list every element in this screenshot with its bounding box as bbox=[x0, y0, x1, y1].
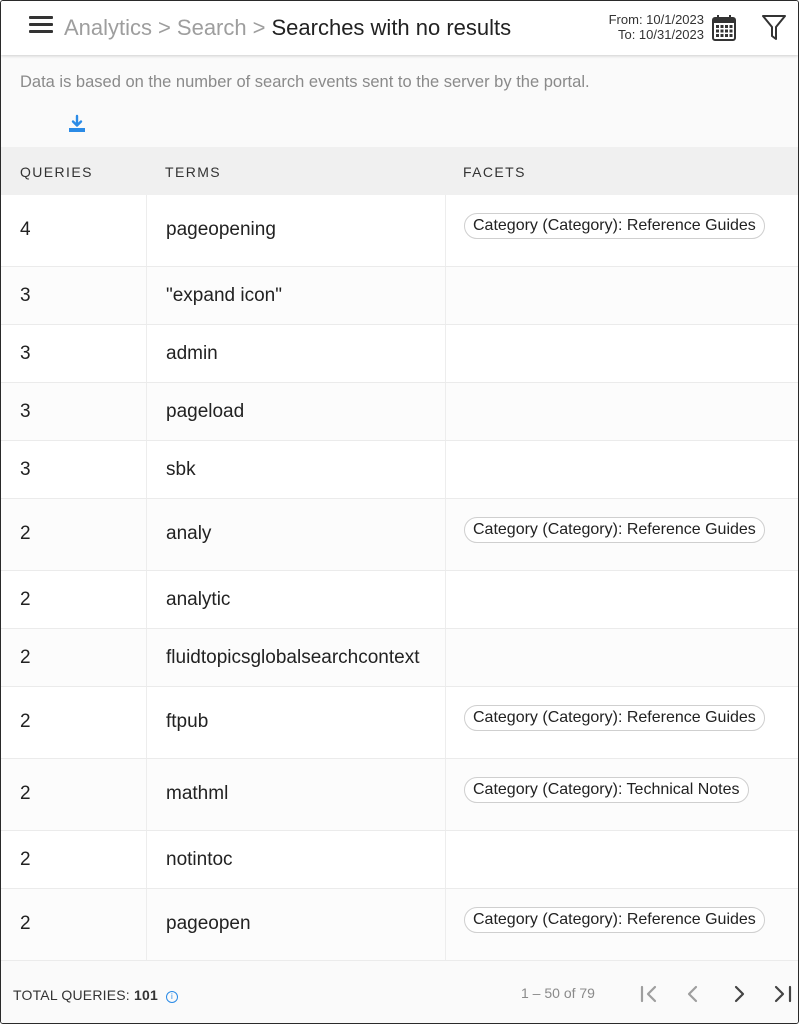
cell-term: notintoc bbox=[166, 849, 233, 870]
cell-queries: 3 bbox=[20, 343, 31, 364]
info-icon[interactable]: i bbox=[166, 991, 178, 1003]
breadcrumb-analytics[interactable]: Analytics bbox=[64, 15, 153, 40]
top-bar bbox=[1, 1, 798, 55]
cell-queries: 3 bbox=[20, 401, 31, 422]
date-to: To: 10/31/2023 bbox=[617, 27, 704, 42]
table-row bbox=[1, 889, 798, 961]
cell-queries: 2 bbox=[20, 711, 31, 732]
table-row bbox=[1, 325, 798, 383]
total-queries bbox=[13, 987, 178, 1003]
first-page-icon bbox=[638, 983, 660, 1005]
table-row bbox=[1, 195, 798, 267]
total-queries-value: 101 bbox=[134, 987, 158, 1003]
table-row bbox=[1, 383, 798, 441]
table-row bbox=[1, 831, 798, 889]
facet-chip: Category (Category): Reference Guides bbox=[464, 907, 765, 933]
chevron-right-icon bbox=[728, 983, 750, 1005]
calendar-icon bbox=[712, 15, 736, 41]
table-row bbox=[1, 499, 798, 571]
cell-term: analy bbox=[166, 523, 212, 544]
calendar-button[interactable] bbox=[712, 15, 736, 41]
column-header-queries[interactable]: QUERIES bbox=[20, 164, 93, 180]
breadcrumb-separator: > bbox=[252, 15, 266, 40]
cell-queries: 3 bbox=[20, 459, 31, 480]
page-title: Searches with no results bbox=[271, 15, 512, 40]
breadcrumb-separator: > bbox=[158, 15, 171, 40]
cell-term: admin bbox=[166, 343, 218, 364]
cell-term: fluidtopicsglobalsearchcontext bbox=[166, 647, 420, 668]
total-queries-label: TOTAL QUERIES: bbox=[13, 987, 130, 1003]
cell-queries: 2 bbox=[20, 523, 31, 544]
breadcrumb-search[interactable]: Search bbox=[176, 15, 247, 40]
cell-queries: 2 bbox=[20, 647, 31, 668]
cell-term: pageopening bbox=[166, 219, 276, 240]
last-page-button[interactable] bbox=[772, 983, 794, 1005]
cell-queries: 3 bbox=[20, 285, 31, 306]
table-row bbox=[1, 687, 798, 759]
filter-icon bbox=[761, 14, 787, 42]
date-range[interactable] bbox=[609, 12, 704, 42]
facet-chip: Category (Category): Reference Guides bbox=[464, 705, 765, 731]
column-header-terms[interactable]: TERMS bbox=[165, 164, 221, 180]
cell-term: ftpub bbox=[166, 711, 209, 732]
cell-term: mathml bbox=[166, 783, 229, 804]
table-row bbox=[1, 629, 798, 687]
breadcrumb bbox=[64, 15, 511, 41]
cell-term: sbk bbox=[166, 459, 196, 480]
table-row bbox=[1, 759, 798, 831]
menu-icon bbox=[29, 16, 53, 19]
cell-term: "expand icon" bbox=[166, 285, 282, 306]
cell-term: analytic bbox=[166, 589, 231, 610]
cell-queries: 2 bbox=[20, 589, 31, 610]
next-page-button[interactable] bbox=[728, 983, 750, 1005]
cell-queries: 2 bbox=[20, 849, 31, 870]
table-row bbox=[1, 571, 798, 629]
table-row bbox=[1, 267, 798, 325]
facet-chip: Category (Category): Technical Notes bbox=[464, 777, 749, 803]
column-header-facets[interactable]: FACETS bbox=[463, 164, 526, 180]
date-from: From: 10/1/2023 bbox=[608, 12, 704, 27]
download-icon bbox=[67, 114, 87, 134]
table-footer bbox=[1, 961, 798, 1023]
download-button[interactable] bbox=[67, 114, 87, 134]
cell-queries: 4 bbox=[20, 219, 31, 240]
cell-term: pageload bbox=[166, 401, 245, 422]
cell-queries: 2 bbox=[20, 913, 31, 934]
first-page-button[interactable] bbox=[638, 983, 660, 1005]
cell-term: pageopen bbox=[166, 913, 251, 934]
previous-page-button[interactable] bbox=[682, 983, 704, 1005]
table-header bbox=[1, 147, 798, 195]
cell-queries: 2 bbox=[20, 783, 31, 804]
results-table bbox=[1, 147, 798, 961]
facet-chip: Category (Category): Reference Guides bbox=[464, 213, 765, 239]
pagination-range: 1 – 50 of 79 bbox=[521, 985, 595, 1001]
data-source-note: Data is based on the number of search events sent to the server by the portal. bbox=[20, 73, 590, 91]
facet-chip: Category (Category): Reference Guides bbox=[464, 517, 765, 543]
chevron-left-icon bbox=[682, 983, 704, 1005]
table-row bbox=[1, 441, 798, 499]
menu-button[interactable] bbox=[29, 16, 53, 38]
last-page-icon bbox=[772, 983, 794, 1005]
filter-button[interactable] bbox=[761, 14, 787, 42]
